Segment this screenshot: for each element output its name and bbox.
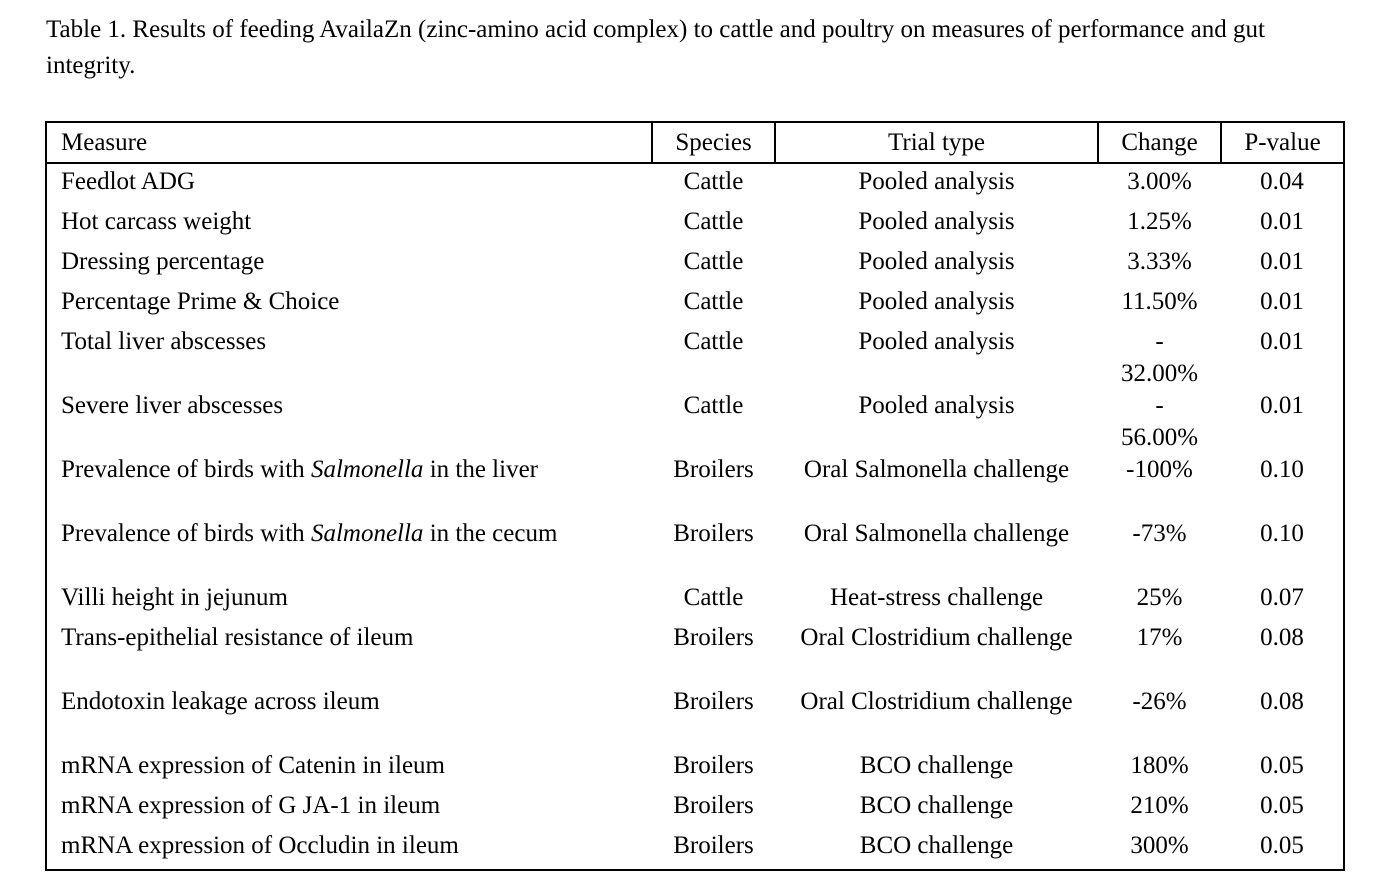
table-row [47,163,1343,206]
cell-trial-type: Oral Clostridium challenge [800,624,1073,651]
cell-measure: mRNA expression of Occludin in ileum [61,832,459,859]
measure-text-post: in the liver [423,456,538,483]
cell-change: 300% [1130,832,1189,859]
table-row [47,454,1343,518]
cell-measure: Endotoxin leakage across ileum [61,688,380,715]
cell-trial-type: Pooled analysis [858,168,1015,195]
cell-species: Cattle [683,584,744,611]
cell-measure: mRNA expression of G JA-1 in ileum [61,792,441,819]
cell-p-value: 0.08 [1260,624,1304,651]
cell-p-value: 0.01 [1260,208,1304,235]
cell-measure: Feedlot ADG [61,168,196,195]
table-row [47,246,1343,286]
cell-p-value: 0.04 [1260,168,1304,195]
measure-text-post: in the cecum [423,520,558,547]
cell-species: Broilers [673,624,754,651]
cell-trial-type: Pooled analysis [858,248,1015,275]
cell-measure: mRNA expression of Catenin in ileum [61,752,445,779]
cell-change: 17% [1136,624,1183,651]
cell-change: -73% [1132,520,1187,547]
table-row [47,622,1343,686]
cell-measure: Severe liver abscesses [61,392,284,419]
table-row [47,390,1343,454]
cell-trial-type: Heat-stress challenge [829,584,1044,611]
cell-trial-type: Pooled analysis [858,392,1015,419]
header-trial-type: Trial type [775,123,1098,163]
cell-species: Broilers [673,688,754,715]
table-row [47,686,1343,750]
cell-p-value: 0.01 [1260,288,1304,315]
table-header-row [47,123,1343,163]
cell-species: Cattle [683,288,744,315]
cell-p-value: 0.10 [1260,520,1304,547]
measure-text-pre: Prevalence of birds with [61,456,311,483]
cell-trial-type: Pooled analysis [858,288,1015,315]
cell-measure [47,454,652,518]
cell-change: 210% [1130,792,1189,819]
cell-change: 25% [1136,584,1183,611]
cell-species: Cattle [683,328,744,355]
cell-measure: Villi height in jejunum [61,584,288,611]
cell-species: Cattle [683,168,744,195]
results-table [47,123,1343,868]
cell-measure: Dressing percentage [61,248,265,275]
cell-change: 3.33% [1127,248,1192,275]
cell-measure: Total liver abscesses [61,328,267,355]
cell-species: Broilers [673,792,754,819]
cell-p-value: 0.05 [1260,792,1304,819]
cell-change [1098,390,1221,454]
cell-change: 180% [1130,752,1189,779]
cell-p-value: 0.10 [1260,456,1304,483]
cell-species: Broilers [673,832,754,859]
table-row [47,790,1343,830]
header-change: Change [1098,123,1221,163]
cell-measure: Trans-epithelial resistance of ileum [61,624,414,651]
cell-p-value: 0.08 [1260,688,1304,715]
cell-p-value: 0.05 [1260,752,1304,779]
cell-trial-type: Oral Clostridium challenge [800,688,1073,715]
table-row [47,518,1343,582]
measure-text-italic: Salmonella [310,520,424,547]
cell-change: 3.00% [1127,168,1192,195]
cell-change: 1.25% [1127,208,1192,235]
cell-p-value: 0.01 [1260,248,1304,275]
cell-species: Broilers [673,520,754,547]
change-value: 56.00% [1120,424,1199,451]
header-measure: Measure [47,123,652,163]
measure-text-pre: Prevalence of birds with [61,520,311,547]
cell-trial-type: BCO challenge [859,792,1014,819]
cell-p-value: 0.07 [1260,584,1304,611]
change-sign: - [1155,392,1164,419]
change-value: 32.00% [1120,360,1199,387]
cell-change: -26% [1132,688,1187,715]
cell-trial-type: Pooled analysis [858,208,1015,235]
cell-p-value: 0.01 [1260,392,1304,419]
header-p-value: P-value [1221,123,1343,163]
cell-change [1098,326,1221,390]
cell-species: Broilers [673,752,754,779]
table-row [47,286,1343,326]
measure-text-italic: Salmonella [310,456,424,483]
cell-change: -100% [1126,456,1193,483]
cell-trial-type: Oral Salmonella challenge [803,456,1070,483]
cell-measure: Hot carcass weight [61,208,252,235]
cell-trial-type: BCO challenge [859,832,1014,859]
table-row [47,582,1343,622]
cell-change: 11.50% [1121,288,1198,315]
results-table-frame [45,121,1345,871]
change-sign: - [1155,328,1164,355]
table-row [47,326,1343,390]
table-caption: Table 1. Results of feeding AvailaZn (zinc-amino acid complex) to cattle and poultry on measures of performance and gut integrity. [46,16,1265,79]
cell-trial-type: BCO challenge [859,752,1014,779]
cell-measure [47,518,652,582]
cell-species: Broilers [673,456,754,483]
table-row [47,830,1343,868]
cell-species: Cattle [683,392,744,419]
cell-species: Cattle [683,208,744,235]
cell-measure: Percentage Prime & Choice [61,288,340,315]
cell-trial-type: Oral Salmonella challenge [803,520,1070,547]
cell-species: Cattle [683,248,744,275]
cell-p-value: 0.05 [1260,832,1304,859]
cell-trial-type: Pooled analysis [858,328,1015,355]
table-row [47,206,1343,246]
table-row [47,750,1343,790]
header-species: Species [652,123,775,163]
cell-p-value: 0.01 [1260,328,1304,355]
